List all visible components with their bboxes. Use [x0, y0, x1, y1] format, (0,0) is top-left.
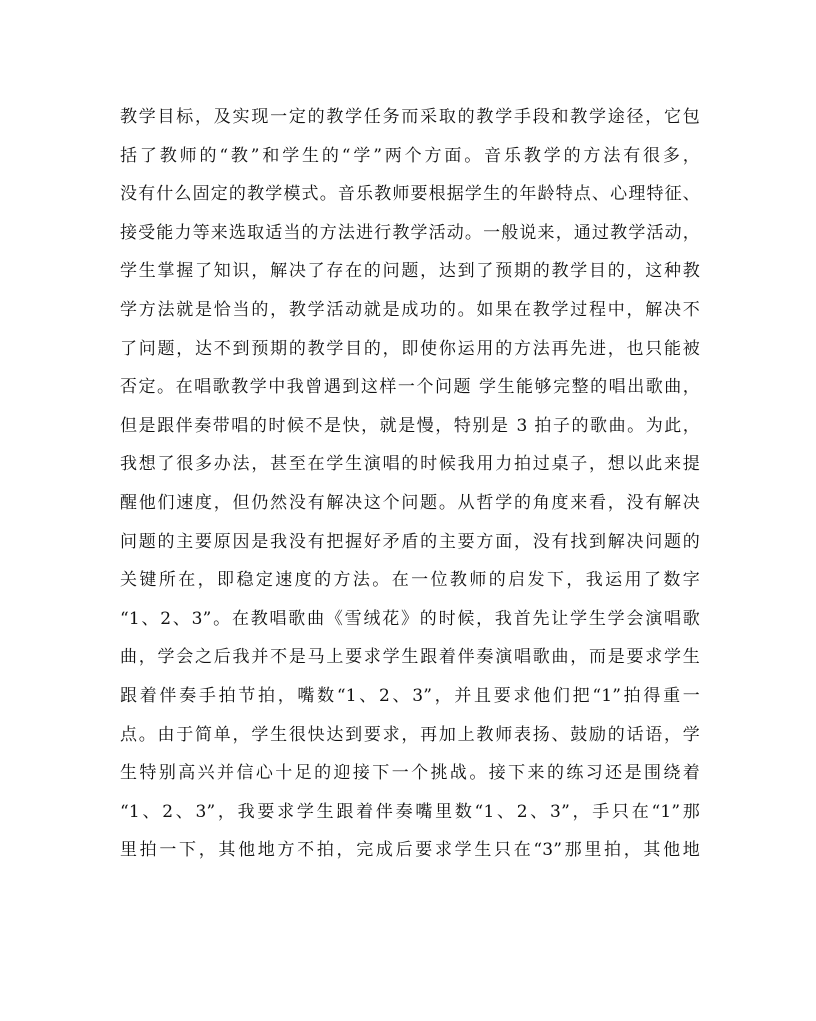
text-line-9: 但是跟伴奏带唱的时候不是快，就是慢，特别是 3 拍子的歌曲。为此， — [120, 415, 700, 436]
text-line-19: “1、2、3”，我要求学生跟着伴奏嘴里数“1、2、3”，手只在“1”那 — [120, 801, 700, 822]
text-line-11: 醒他们速度，但仍然没有解决这个问题。从哲学的角度来看，没有解决 — [120, 492, 700, 513]
text-line-16: 跟着伴奏手拍节拍，嘴数“1、2、3”，并且要求他们把“1”拍得重一 — [120, 685, 700, 706]
text-line-5: 学生掌握了知识，解决了存在的问题，达到了预期的教学目的，这种教 — [120, 261, 700, 282]
text-line-7: 了问题，达不到预期的教学目的，即使你运用的方法再先进，也只能被 — [120, 338, 700, 359]
text-line-8: 否定。在唱歌教学中我曾遇到这样一个问题 学生能够完整的唱出歌曲， — [120, 377, 700, 398]
text-line-3: 没有什么固定的教学模式。音乐教师要根据学生的年龄特点、心理特征、 — [120, 184, 700, 205]
text-line-14: “1、2、3”。在教唱歌曲《雪绒花》的时候，我首先让学生学会演唱歌 — [120, 608, 700, 629]
text-line-1: 教学目标，及实现一定的教学任务而采取的教学手段和教学途径，它包 — [120, 107, 700, 127]
text-line-20: 里拍一下，其他地方不拍，完成后要求学生只在“3”那里拍，其他地 — [120, 840, 700, 861]
text-line-13: 关键所在，即稳定速度的方法。在一位教师的启发下，我运用了数字 — [120, 570, 700, 591]
body-text — [120, 98, 700, 870]
text-line-18: 生特别高兴并信心十足的迎接下一个挑战。接下来的练习还是围绕着 — [120, 763, 700, 784]
text-line-4: 接受能力等来选取适当的方法进行教学活动。一般说来，通过教学活动， — [120, 222, 700, 243]
text-line-10: 我想了很多办法，甚至在学生演唱的时候我用力拍过桌子，想以此来提 — [120, 454, 700, 475]
text-line-12: 问题的主要原因是我没有把握好矛盾的主要方面，没有找到解决问题的 — [120, 531, 700, 552]
text-line-17: 点。由于简单，学生很快达到要求，再加上教师表扬、鼓励的话语，学 — [120, 724, 700, 745]
text-line-6: 学方法就是恰当的，教学活动就是成功的。如果在教学过程中，解决不 — [120, 299, 700, 320]
text-line-15: 曲，学会之后我并不是马上要求学生跟着伴奏演唱歌曲，而是要求学生 — [120, 647, 700, 668]
text-line-2: 括了教师的“教”和学生的“学”两个方面。音乐教学的方法有很多， — [120, 145, 700, 166]
